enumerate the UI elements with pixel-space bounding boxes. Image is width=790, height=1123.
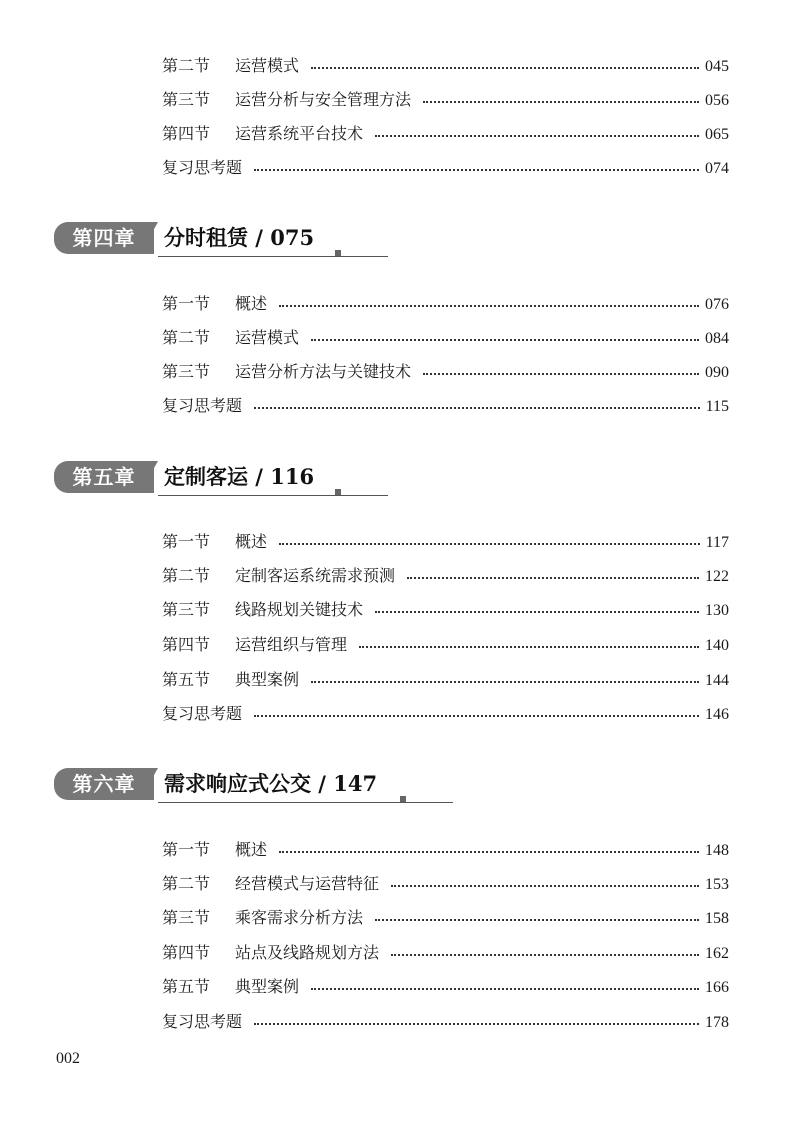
dot-leader (311, 67, 699, 69)
section-title: 线路规划关键技术 (235, 600, 364, 619)
section-title: 运营系统平台技术 (235, 124, 364, 143)
toc-entry[interactable] (162, 564, 729, 588)
dot-leader (311, 988, 699, 990)
page-ref: 065 (705, 126, 729, 143)
toc-entry[interactable] (162, 54, 729, 78)
toc-entry[interactable] (162, 122, 729, 146)
section-title: 概述 (235, 532, 268, 551)
section-title: 运营模式 (235, 56, 300, 75)
chapter-underline (158, 802, 453, 803)
page-ref: 148 (705, 842, 729, 859)
page-number: 002 (56, 1050, 80, 1067)
toc-entry[interactable] (162, 941, 729, 965)
dot-leader (279, 543, 700, 545)
dot-leader (391, 885, 699, 887)
toc-entry[interactable] (162, 292, 729, 316)
section-title: 定制客运系统需求预测 (235, 566, 396, 585)
page-ref: 178 (705, 1014, 729, 1031)
section-title: 概述 (235, 840, 268, 859)
chapter-underline (158, 256, 388, 257)
toc-entry[interactable] (162, 906, 729, 930)
toc-entry[interactable] (162, 975, 729, 999)
toc-entry[interactable] (162, 530, 729, 554)
dot-leader (375, 135, 699, 137)
dot-leader (254, 169, 699, 171)
section-number: 第五节 (162, 670, 211, 689)
chapter-end-mark (335, 489, 341, 495)
chapter-badge: 第四章 (54, 222, 154, 254)
badge-slant (140, 461, 158, 493)
page-ref: 130 (705, 602, 729, 619)
page-ref: 153 (705, 876, 729, 893)
section-title: 运营分析方法与关键技术 (235, 362, 412, 381)
page-ref: 146 (705, 706, 729, 723)
section-title: 运营分析与安全管理方法 (235, 90, 412, 109)
chapter-badge: 第五章 (54, 461, 154, 493)
chapter-end-mark (400, 796, 406, 802)
page-ref: 090 (705, 364, 729, 381)
toc-entry-review[interactable] (162, 394, 729, 418)
section-title: 运营组织与管理 (235, 635, 348, 654)
section-number: 第三节 (162, 908, 211, 927)
page-ref: 158 (705, 910, 729, 927)
chapter-heading-6[interactable] (54, 768, 378, 802)
badge-slant (140, 222, 158, 254)
toc-entry[interactable] (162, 326, 729, 350)
badge-slant (140, 768, 158, 800)
page-ref: 117 (705, 534, 729, 551)
page-ref: 166 (705, 979, 729, 996)
section-title: 乘客需求分析方法 (235, 908, 364, 927)
dot-leader (375, 919, 699, 921)
page-ref: 140 (705, 637, 729, 654)
toc-entry[interactable] (162, 360, 729, 384)
section-number: 第二节 (162, 328, 211, 347)
dot-leader (407, 577, 699, 579)
chapter-heading-5[interactable] (54, 461, 354, 495)
toc-entry-review[interactable] (162, 1010, 729, 1034)
dot-leader (254, 1023, 699, 1025)
section-number: 第三节 (162, 600, 211, 619)
chapter-end-mark (335, 250, 341, 256)
section-number: 第五节 (162, 977, 211, 996)
dot-leader (359, 646, 699, 648)
section-number: 第一节 (162, 294, 211, 313)
dot-leader (311, 339, 699, 341)
page-ref: 074 (705, 160, 729, 177)
page-ref: 045 (705, 58, 729, 75)
toc-entry-review[interactable] (162, 702, 729, 726)
toc-entry[interactable] (162, 838, 729, 862)
dot-leader (254, 715, 699, 717)
page-ref: 122 (705, 568, 729, 585)
toc-entry[interactable] (162, 88, 729, 112)
section-title: 复习思考题 (162, 1012, 243, 1031)
chapter-title: 定制客运 / 116 (164, 464, 315, 489)
section-number: 第二节 (162, 56, 211, 75)
section-title: 运营模式 (235, 328, 300, 347)
section-title: 站点及线路规划方法 (235, 943, 380, 962)
dot-leader (279, 305, 699, 307)
page-ref: 056 (705, 92, 729, 109)
toc-entry-review[interactable] (162, 156, 729, 180)
section-number: 第四节 (162, 943, 211, 962)
section-title: 经营模式与运营特征 (235, 874, 380, 893)
dot-leader (375, 611, 699, 613)
page-ref: 076 (705, 296, 729, 313)
section-number: 第一节 (162, 840, 211, 859)
dot-leader (423, 373, 699, 375)
section-title: 典型案例 (235, 977, 300, 996)
section-title: 典型案例 (235, 670, 300, 689)
section-title: 复习思考题 (162, 396, 243, 415)
page-ref: 084 (705, 330, 729, 347)
section-number: 第二节 (162, 874, 211, 893)
section-number: 第一节 (162, 532, 211, 551)
chapter-title: 需求响应式公交 / 147 (164, 771, 378, 796)
dot-leader (254, 407, 700, 409)
dot-leader (391, 954, 699, 956)
section-number: 第三节 (162, 362, 211, 381)
section-title: 复习思考题 (162, 704, 243, 723)
page-ref: 115 (705, 398, 729, 415)
section-title: 概述 (235, 294, 268, 313)
chapter-underline (158, 495, 388, 496)
toc-entry[interactable] (162, 633, 729, 657)
toc-entry[interactable] (162, 598, 729, 622)
chapter-badge: 第六章 (54, 768, 154, 800)
section-number: 第三节 (162, 90, 211, 109)
section-number: 第四节 (162, 635, 211, 654)
dot-leader (279, 851, 699, 853)
dot-leader (423, 101, 699, 103)
dot-leader (311, 681, 699, 683)
page-ref: 162 (705, 945, 729, 962)
section-title: 复习思考题 (162, 158, 243, 177)
chapter-title: 分时租赁 / 075 (164, 225, 315, 250)
section-number: 第四节 (162, 124, 211, 143)
section-number: 第二节 (162, 566, 211, 585)
toc-entry[interactable] (162, 872, 729, 896)
page-ref: 144 (705, 672, 729, 689)
toc-entry[interactable] (162, 668, 729, 692)
chapter-heading-4[interactable] (54, 222, 354, 256)
